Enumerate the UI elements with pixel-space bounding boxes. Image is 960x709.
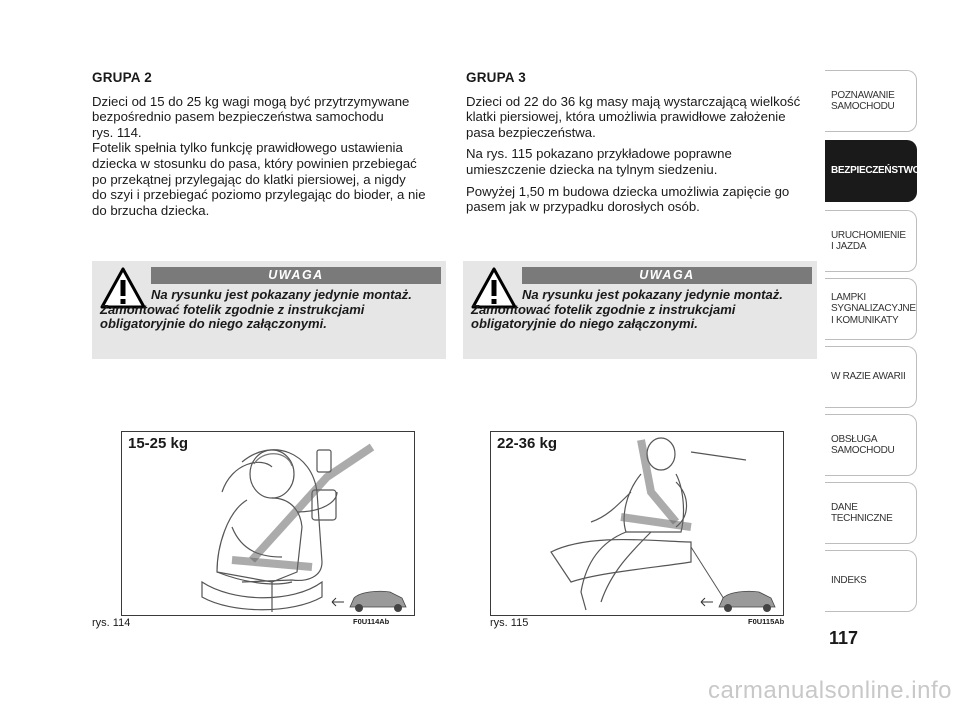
figure-114 <box>121 431 415 616</box>
tab-dane-techniczne[interactable]: DANE TECHNICZNE <box>825 482 917 544</box>
figure-weight-label: 15-25 kg <box>128 435 189 452</box>
figure-weight-label: 22-36 kg <box>497 435 558 452</box>
figure-caption-115: rys. 115 <box>490 617 529 629</box>
tab-poznawanie-samochodu[interactable]: POZNAWANIE SAMOCHODU <box>825 70 917 132</box>
child-with-belt-illustration <box>491 432 783 615</box>
right-paragraph-1: Dzieci od 22 do 36 kg masy mają wystarczającą wielkość klatki piersiowej, która umożliwia prawidłowe założenie pasa bezpieczeństwa. <box>466 93 801 140</box>
tab-uruchomienie-i-jazda[interactable]: URUCHOMIENIE I JAZDA <box>825 210 917 272</box>
figure-code-115: F0U115Ab <box>748 617 785 626</box>
left-paragraph-1: Dzieci od 15 do 25 kg wagi mogą być przytrzymywane bezpośrednio pasem bezpieczeństwa samochodu rys. 114. Fotelik spełnia tylko funkcję prawidłowego ustawienia dziecka w stosunku do pasa, który powinien przebiegać po przekątnej przylegając do klatki piersiowej, a nigdy do szyi i przebiegać poziomo przylegając do bioder, a nie do brzucha dziecka. <box>92 93 426 218</box>
warning-title: UWAGA <box>151 267 441 284</box>
section-heading-group-2: GRUPA 2 <box>92 70 152 85</box>
tab-w-razie-awarii[interactable]: W RAZIE AWARII <box>825 346 917 408</box>
right-paragraph-2: Na rys. 115 pokazano przykładowe poprawne umieszczenie dziecka na tylnym siedzeniu. <box>466 146 732 177</box>
tab-bezpieczenstwo[interactable]: BEZPIECZEŃSTWO <box>825 140 917 202</box>
warning-box-left <box>92 261 446 359</box>
page-number: 117 <box>829 628 859 648</box>
warning-box-right <box>463 261 817 359</box>
right-paragraph-3: Powyżej 1,50 m budowa dziecka umożliwia zapięcie go pasem jak w przypadku dorosłych osób. <box>466 183 790 215</box>
child-booster-seat-illustration <box>122 432 414 615</box>
section-heading-group-3: GRUPA 3 <box>466 70 526 85</box>
warning-title: UWAGA <box>522 267 812 284</box>
car-icon <box>350 591 406 612</box>
figure-115 <box>490 431 784 616</box>
car-icon <box>719 591 775 612</box>
figure-caption-114: rys. 114 <box>92 617 131 629</box>
tab-indeks[interactable]: INDEKS <box>825 550 917 612</box>
warning-text: Na rysunku jest pokazany jedynie montaż. Zamontować fotelik zgodnie z instrukcjami obligatoryjnie do niego załączonymi. <box>100 287 412 332</box>
left-column <box>92 70 448 224</box>
figure-code-114: F0U114Ab <box>353 617 390 626</box>
arrow-left-icon <box>701 598 713 606</box>
right-column <box>466 70 822 221</box>
watermark: carmanualsonline.info <box>708 677 952 704</box>
tab-lampki-sygnalizacyjne[interactable]: LAMPKI SYGNALIZACYJNE I KOMUNIKATY <box>825 278 917 340</box>
warning-text: Na rysunku jest pokazany jedynie montaż. Zamontować fotelik zgodnie z instrukcjami obligatoryjnie do niego załączonymi. <box>471 287 783 332</box>
tab-obsluga-samochodu[interactable]: OBSŁUGA SAMOCHODU <box>825 414 917 476</box>
arrow-left-icon <box>332 598 344 606</box>
